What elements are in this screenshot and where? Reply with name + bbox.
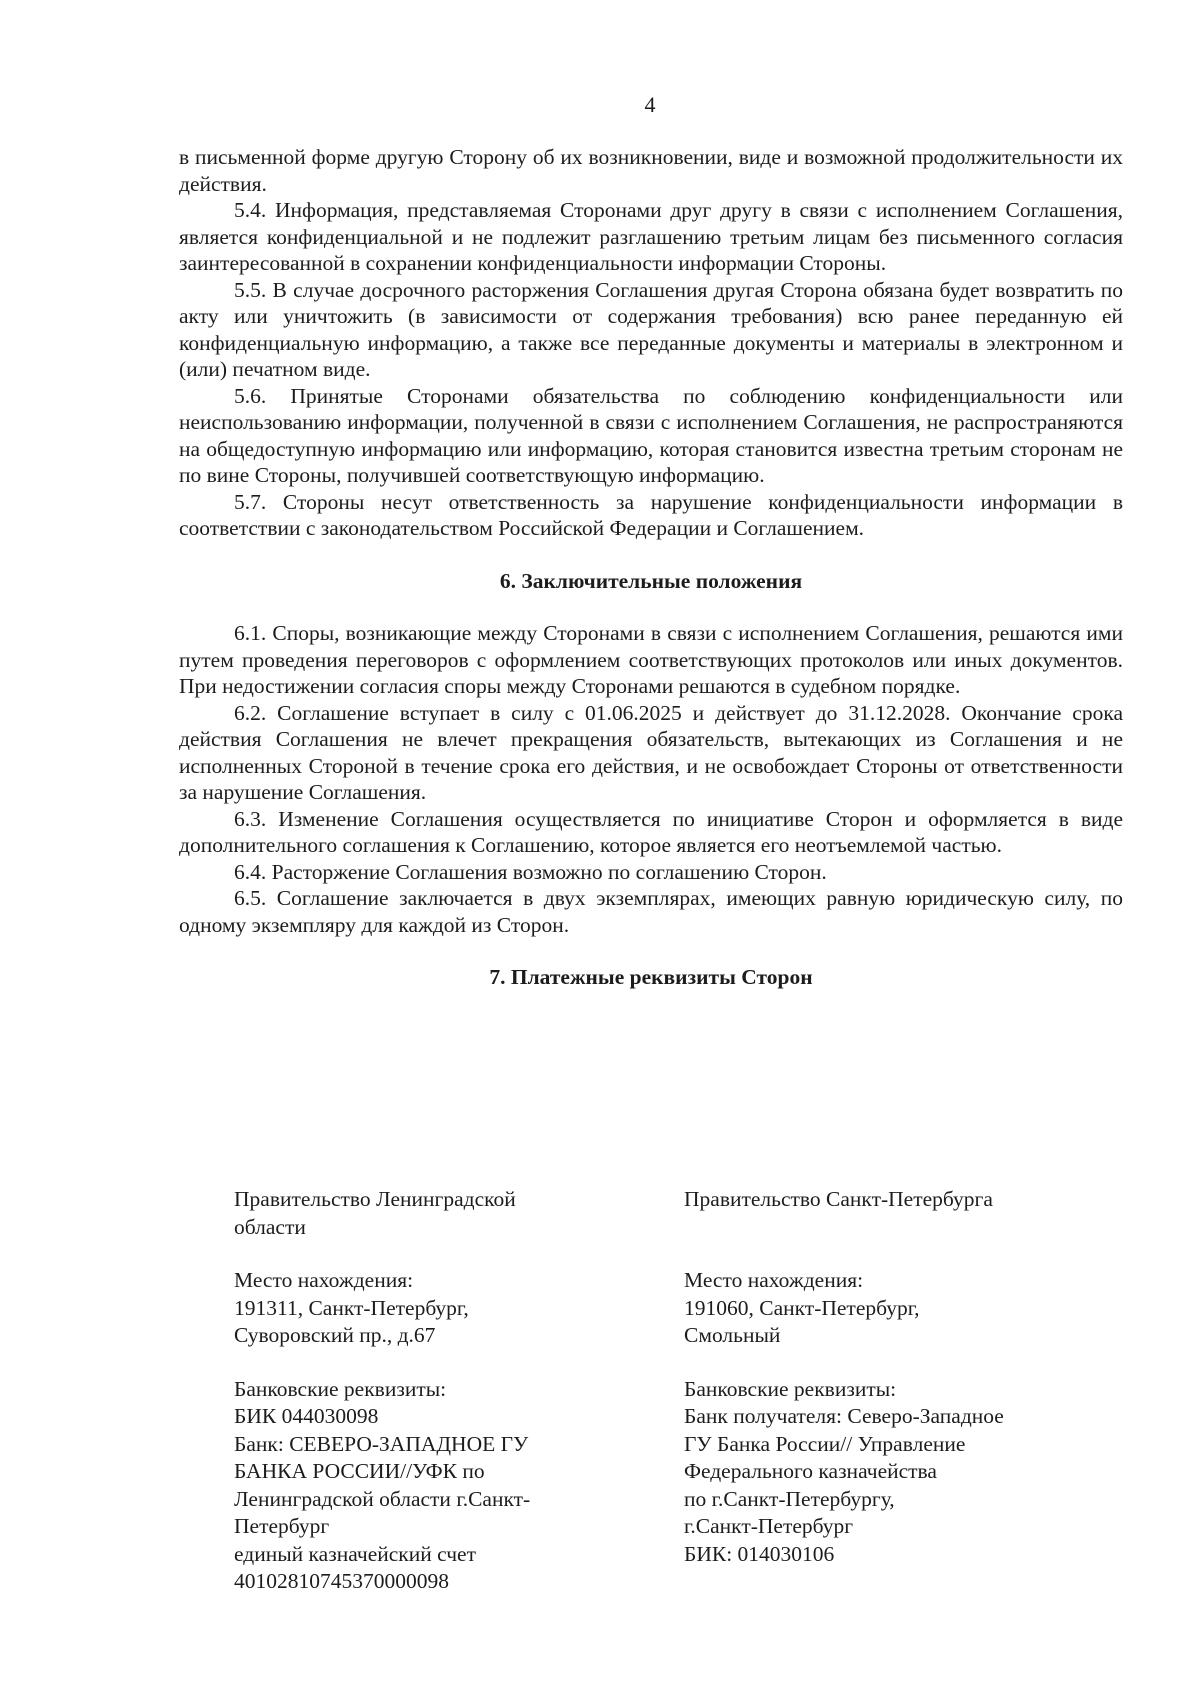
- party-left-bank-line: Ленинградской области г.Санкт-: [234, 1486, 531, 1511]
- party-left-bank-line: БАНКА РОССИИ//УФК по: [234, 1459, 485, 1483]
- party-right-bank: [684, 1376, 1104, 1569]
- party-right-name: [684, 1186, 1104, 1241]
- party-left-bank-line: БИК 044030098: [234, 1404, 379, 1428]
- spacer-line: [684, 1214, 1104, 1242]
- party-left-address-line: Суворовский пр., д.67: [234, 1323, 436, 1347]
- party-right-address-line: Смольный: [684, 1323, 781, 1347]
- party-left-bank-line: Петербург: [234, 1514, 330, 1538]
- paragraph-5-5: 5.5. В случае досрочного расторжения Соглашения другая Сторона обязана будет возвратить по акту или уничтожить (в зависимости от содержания требования) всю ранее переданную ей конфиденциальную информацию, а также все переданные документы и материалы в электронном и (или) печатном виде.: [179, 277, 1123, 381]
- party-left-address: [234, 1267, 614, 1350]
- paragraph-6-3: 6.3. Изменение Соглашения осуществляется по инициативе Сторон и оформляется в виде дополнительного соглашения к Соглашению, которое является его неотъемлемой частью.: [179, 806, 1123, 857]
- party-left-bank-line: Банк: СЕВЕРО-ЗАПАДНОЕ ГУ: [234, 1431, 529, 1456]
- party-left-bank: [234, 1376, 614, 1596]
- party-right-bank-line: ГУ Банка России// Управление: [684, 1431, 966, 1456]
- party-right-address: [684, 1267, 1104, 1350]
- party-left-address-line: 191311, Санкт-Петербург,: [234, 1295, 469, 1320]
- party-right-bank-line: БИК: 014030106: [684, 1541, 835, 1566]
- party-right-bank-line: Банковские реквизиты:: [684, 1376, 897, 1401]
- page-number: 4: [644, 92, 656, 117]
- party-right-bank-line: Банк получателя: Северо-Западное: [684, 1404, 1004, 1428]
- party-left-name-line: Правительство Ленинградской: [234, 1187, 516, 1211]
- party-left-bank-line: единый казначейский счет: [234, 1541, 476, 1566]
- paragraph-6-1: 6.1. Споры, возникающие между Сторонами в связи с исполнением Соглашения, решаются ими путем проведения переговоров с оформлением соответствующих протоколов или иных документов. При недостижении согласия споры между Сторонами решаются в судебном порядке.: [179, 621, 1123, 698]
- paragraph-6-2: 6.2. Соглашение вступает в силу с 01.06.2025 и действует до 31.12.2028. Окончание срока действия Соглашения не влечет прекращения обязательств, вытекающих из Соглашения и не исполненных Стороной в течение срока его действия, и не освобождает Стороны от ответственности за нарушение Соглашения.: [179, 700, 1123, 804]
- party-right-address-line: 191060, Санкт-Петербург,: [684, 1295, 920, 1320]
- party-right-bank-line: Федерального казначейства: [684, 1459, 937, 1483]
- paragraph-5-6: 5.6. Принятые Сторонами обязательства по соблюдению конфиденциальности или неиспользованию информации, полученной в связи с исполнением Соглашения, не распространяются на общедоступную информацию или информацию, которая становится известна третьим сторонам не по вине Стороны, получившей соответствующую информацию.: [179, 383, 1123, 487]
- party-right-name-line: Правительство Санкт-Петербурга: [684, 1187, 993, 1211]
- party-right-details: [684, 1186, 1104, 1594]
- party-left-name: [234, 1186, 614, 1241]
- document-body: [179, 144, 1123, 1017]
- party-left-details: [234, 1186, 614, 1622]
- party-left-bank-line: Банковские реквизиты:: [234, 1376, 447, 1401]
- party-right-bank-line: г.Санкт-Петербург: [684, 1514, 854, 1538]
- paragraph-6-5: 6.5. Соглашение заключается в двух экземплярах, имеющих равную юридическую силу, по одному экземпляру для каждой из Сторон.: [179, 886, 1123, 937]
- party-right-address-line: Место нахождения:: [684, 1268, 864, 1292]
- section-6-heading: 6. Заключительные положения: [499, 568, 803, 593]
- paragraph-5-7: 5.7. Стороны несут ответственность за нарушение конфиденциальности информации в соответствии с законодательством Российской Федерации и Соглашением.: [179, 489, 1123, 540]
- section-7-heading: 7. Платежные реквизиты Сторон: [489, 965, 813, 989]
- party-left-bank-line: 40102810745370000098: [234, 1569, 449, 1593]
- paragraph-6-4: 6.4. Расторжение Соглашения возможно по соглашению Сторон.: [234, 859, 827, 884]
- party-left-name-line: области: [234, 1214, 306, 1239]
- paragraph-continuation: в письменной форме другую Сторону об их возникновении, виде и возможной продолжительности их действия.: [179, 145, 1123, 196]
- paragraph-5-4: 5.4. Информация, представляемая Сторонами друг другу в связи с исполнением Соглашения, является конфиденциальной и не подлежит разглашению третьим лицам без письменного согласия заинтересованной в сохранении конфиденциальности информации Стороны.: [179, 198, 1123, 275]
- party-left-address-line: Место нахождения:: [234, 1268, 414, 1292]
- party-right-bank-line: по г.Санкт-Петербургу,: [684, 1486, 895, 1511]
